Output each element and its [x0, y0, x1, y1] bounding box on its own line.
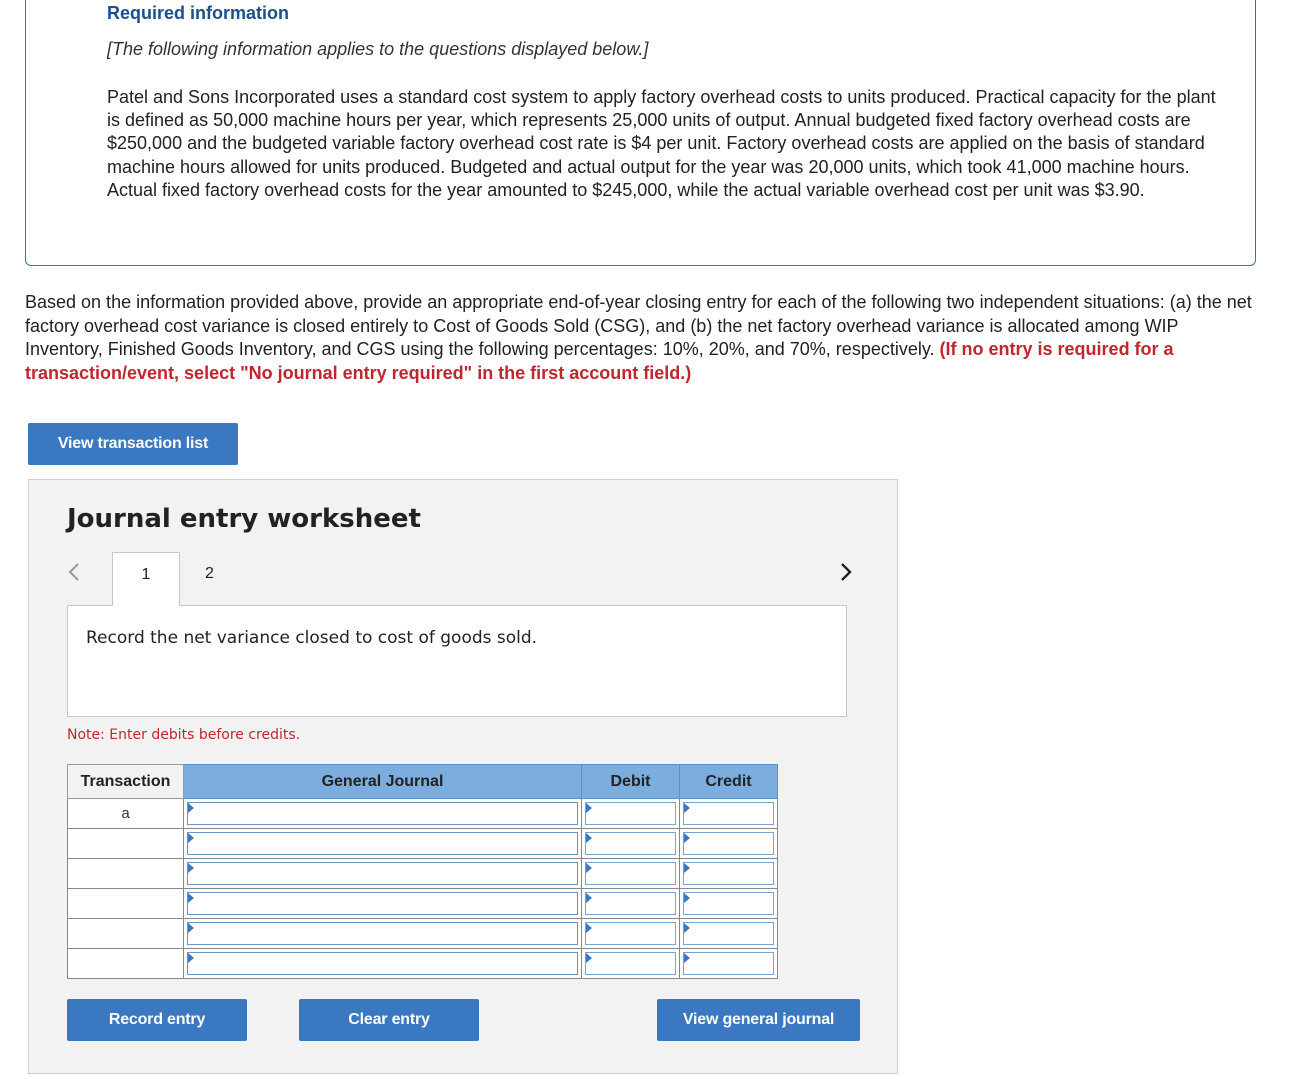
debit-input[interactable] — [582, 799, 680, 829]
debit-input[interactable] — [582, 829, 680, 859]
table-row — [68, 799, 778, 829]
clear-entry-button[interactable]: Clear entry — [299, 999, 479, 1041]
debits-credits-note: Note: Enter debits before credits. — [67, 727, 301, 743]
transaction-cell: a — [68, 799, 184, 829]
problem-description: Patel and Sons Incorporated uses a standard cost system to apply factory overhead costs to units produced. Practical capacity for the plant is defined as 50,000 machine hours per year, which represents 25,000 units of output. Annual budgeted fixed factory overhead costs are $250,000 and the budgeted variable factory overhead cost rate is $4 per unit. Factory overhead costs are applied on the basis of standard machine hours allowed for units produced. Budgeted and actual output for the year was 20,000 units, which took 41,000 machine hours. Actual fixed factory overhead costs for the year amounted to $245,000, while the actual variable overhead cost per unit was $3.90. — [107, 87, 1216, 200]
account-select[interactable] — [184, 799, 582, 829]
required-information-panel — [25, 0, 1256, 266]
table-row — [68, 859, 778, 889]
table-row — [68, 889, 778, 919]
credit-input[interactable] — [680, 829, 778, 859]
credit-input[interactable] — [680, 859, 778, 889]
credit-header: Credit — [680, 765, 778, 799]
transaction-cell — [68, 829, 184, 859]
required-information-title: Required information — [107, 3, 290, 23]
credit-input[interactable] — [680, 799, 778, 829]
general-journal-header: General Journal — [184, 765, 582, 799]
account-select[interactable] — [184, 889, 582, 919]
credit-input[interactable] — [680, 949, 778, 979]
journal-table — [67, 764, 778, 979]
view-transaction-list-button[interactable]: View transaction list — [28, 423, 238, 465]
account-select[interactable] — [184, 829, 582, 859]
account-select[interactable] — [184, 859, 582, 889]
journal-entry-worksheet — [28, 479, 898, 1074]
credit-input[interactable] — [680, 889, 778, 919]
debit-input[interactable] — [582, 919, 680, 949]
table-row — [68, 949, 778, 979]
view-general-journal-button[interactable]: View general journal — [657, 999, 860, 1041]
question-instructions — [25, 291, 1260, 385]
record-entry-button[interactable]: Record entry — [67, 999, 247, 1041]
transaction-cell — [68, 889, 184, 919]
table-row — [68, 829, 778, 859]
debit-input[interactable] — [582, 889, 680, 919]
debit-header: Debit — [582, 765, 680, 799]
transaction-cell — [68, 859, 184, 889]
table-row — [68, 919, 778, 949]
credit-input[interactable] — [680, 919, 778, 949]
entry-prompt-box — [67, 605, 847, 717]
debit-input[interactable] — [582, 949, 680, 979]
instructions-emphasis: (If no entry is required for a transaction/event, select "No journal entry required" in the first account field.) — [25, 339, 1174, 383]
account-select[interactable] — [184, 949, 582, 979]
entry-prompt: Record the net variance closed to cost of goods sold. — [86, 628, 538, 648]
transaction-cell — [68, 919, 184, 949]
required-information-note: [The following information applies to the questions displayed below.] — [107, 39, 649, 59]
chevron-right-icon[interactable] — [839, 560, 859, 586]
instructions-text: Based on the information provided above, provide an appropriate end-of-year closing entry for each of the following two independent situations: (a) the net factory overhead cost variance is closed entirely to Cost of Goods Sold (CSG), and (b) the net factory overhead variance is allocated among WIP Inventory, Finished Goods Inventory, and CGS using the following percentages: 10%, 20%, and 70%, respectively. — [25, 292, 1252, 359]
account-select[interactable] — [184, 919, 582, 949]
worksheet-title: Journal entry worksheet — [67, 504, 421, 534]
debit-input[interactable] — [582, 859, 680, 889]
chevron-left-icon[interactable] — [67, 560, 87, 586]
tab-2[interactable]: 2 — [205, 565, 214, 582]
transaction-cell — [68, 949, 184, 979]
transaction-header: Transaction — [68, 765, 184, 799]
tab-1[interactable]: 1 — [112, 552, 180, 606]
